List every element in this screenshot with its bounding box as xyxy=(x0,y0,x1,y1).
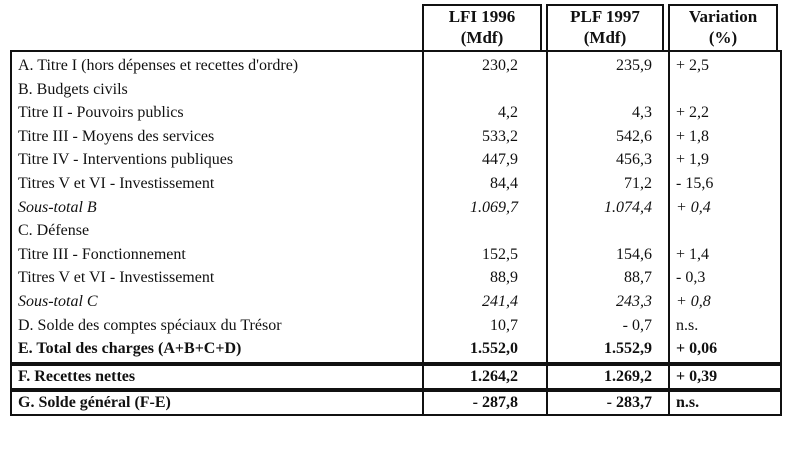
table-row xyxy=(12,266,780,290)
value-variation: + 1,9 xyxy=(676,151,710,169)
row-label: G. Solde général (F-E) xyxy=(18,394,171,411)
header-variation: Variation (%) xyxy=(668,4,778,50)
value-variation: + 1,4 xyxy=(676,245,710,263)
table-header xyxy=(422,4,778,48)
row-label: A. Titre I (hors dépenses et recettes d'ordre) xyxy=(18,57,299,74)
value-variation: + 2,5 xyxy=(676,57,710,74)
summary-row xyxy=(10,390,782,416)
value-lfi-1996: - 287,8 xyxy=(472,394,518,411)
value-variation: + 0,39 xyxy=(676,368,718,385)
row-label: Titres V et VI - Investissement xyxy=(18,175,215,192)
row-label: C. Défense xyxy=(18,222,90,240)
table-row xyxy=(12,125,780,149)
row-label: Titre III - Fonctionnement xyxy=(18,245,186,263)
row-label: Titres V et VI - Investissement xyxy=(18,269,215,287)
table-row xyxy=(12,290,780,314)
value-variation: + 0,4 xyxy=(676,198,711,216)
value-variation: + 0,06 xyxy=(676,340,718,358)
value-variation: + 1,8 xyxy=(676,127,710,145)
value-plf-1997: 456,3 xyxy=(616,151,652,169)
value-lfi-1996: 447,9 xyxy=(482,151,518,169)
table-row xyxy=(12,243,780,267)
row-label: Sous-total B xyxy=(18,198,97,216)
value-lfi-1996: 152,5 xyxy=(482,245,518,263)
table-row xyxy=(12,101,780,125)
table-row xyxy=(12,54,780,78)
value-variation: n.s. xyxy=(676,394,700,411)
table-row xyxy=(12,314,780,338)
value-lfi-1996: 230,2 xyxy=(482,57,518,74)
row-label: Titre II - Pouvoirs publics xyxy=(18,104,184,122)
table-row xyxy=(12,219,780,243)
value-plf-1997: - 0,7 xyxy=(622,316,652,334)
value-variation: - 0,3 xyxy=(676,269,706,287)
value-lfi-1996: 533,2 xyxy=(482,127,518,145)
value-plf-1997: 88,7 xyxy=(624,269,652,287)
value-plf-1997: 243,3 xyxy=(616,293,652,310)
row-label: F. Recettes nettes xyxy=(18,368,136,385)
value-plf-1997: 1.552,9 xyxy=(604,340,652,358)
value-plf-1997: 235,9 xyxy=(616,57,652,74)
table-row xyxy=(12,78,780,102)
value-plf-1997: 1.074,4 xyxy=(604,198,652,216)
value-lfi-1996: 241,4 xyxy=(482,293,518,310)
header-lfi-1996: LFI 1996 (Mdf) xyxy=(422,4,542,50)
summary-row xyxy=(10,364,782,390)
row-label: E. Total des charges (A+B+C+D) xyxy=(18,340,242,358)
value-variation: + 0,8 xyxy=(676,293,711,310)
value-lfi-1996: 10,7 xyxy=(490,316,518,334)
value-lfi-1996: 1.264,2 xyxy=(470,368,518,385)
table-row xyxy=(12,196,780,220)
value-plf-1997: 154,6 xyxy=(616,245,652,263)
row-label: Titre IV - Interventions publiques xyxy=(18,151,234,169)
header-plf-1997: PLF 1997 (Mdf) xyxy=(546,4,664,50)
table-row xyxy=(12,172,780,196)
value-variation: n.s. xyxy=(676,316,699,334)
value-plf-1997: - 283,7 xyxy=(606,394,652,411)
value-plf-1997: 4,3 xyxy=(632,104,652,122)
value-lfi-1996: 1.069,7 xyxy=(470,198,518,216)
value-plf-1997: 1.269,2 xyxy=(604,368,652,385)
value-plf-1997: 542,6 xyxy=(616,127,652,145)
value-plf-1997: 71,2 xyxy=(624,175,652,192)
table-body xyxy=(10,50,782,364)
table-row xyxy=(12,337,780,361)
row-label: Titre III - Moyens des services xyxy=(18,127,215,145)
value-lfi-1996: 1.552,0 xyxy=(470,340,518,358)
value-variation: - 15,6 xyxy=(676,175,714,192)
value-lfi-1996: 4,2 xyxy=(498,104,518,122)
value-lfi-1996: 84,4 xyxy=(490,175,518,192)
table-row xyxy=(12,148,780,172)
value-variation: + 2,2 xyxy=(676,104,710,122)
value-lfi-1996: 88,9 xyxy=(490,269,518,287)
row-label: D. Solde des comptes spéciaux du Trésor xyxy=(18,316,282,334)
row-label: Sous-total C xyxy=(18,293,98,310)
row-label: B. Budgets civils xyxy=(18,80,128,98)
